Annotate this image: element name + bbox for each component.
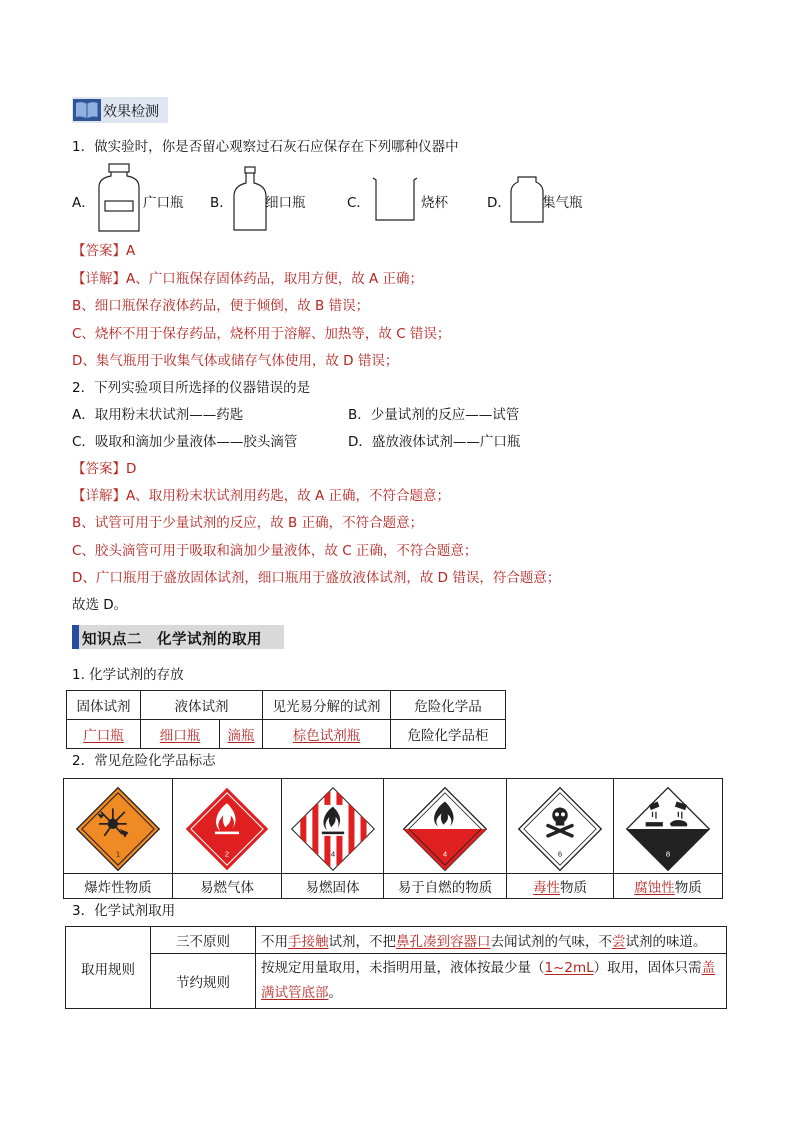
hazard-sign-cell bbox=[614, 779, 723, 874]
gas-collecting-bottle-icon bbox=[510, 176, 544, 224]
section-header-knowledge-2 bbox=[72, 625, 284, 649]
q2-detail-line-2: B、试管可用于少量试剂的反应，故 B 正确，不符合题意； bbox=[72, 515, 424, 531]
hazard-label: 易于自燃的物质 bbox=[384, 874, 507, 899]
option-c-label: 烧杯 bbox=[421, 195, 448, 211]
label-keyword: 毒性 bbox=[533, 880, 560, 896]
q1-detail-line-2: B、细口瓶保存液体药品，便于倾倒，故 B 错误； bbox=[72, 298, 370, 314]
option-d-label: 集气瓶 bbox=[542, 195, 583, 211]
sign-number: 6 bbox=[557, 849, 563, 859]
section-accent-bar bbox=[72, 625, 79, 649]
hazard-label: 易燃气体 bbox=[173, 874, 282, 899]
section-title: 知识点二 化学试剂的取用 bbox=[82, 632, 262, 648]
cell-value: 广口瓶 bbox=[83, 728, 124, 744]
table-header-cell: 液体试剂 bbox=[141, 691, 263, 720]
table-cell bbox=[220, 720, 263, 749]
rule-keyword: 手接触 bbox=[288, 934, 329, 950]
q2-option-d: D．盛放液体试剂——广口瓶 bbox=[348, 434, 521, 450]
question-1-stem: 1．做实验时，你是否留心观察过石灰石应保存在下列哪种仪器中 bbox=[72, 139, 459, 155]
hazard-sign-cell bbox=[384, 779, 507, 874]
corrosive-sign-icon bbox=[625, 786, 711, 872]
hazard-label bbox=[614, 874, 723, 899]
rule-text: 按规定用量取用，未指明用量，液体按最少量（ bbox=[261, 960, 545, 976]
detail-tag: 【详解】 bbox=[72, 488, 126, 504]
table-row bbox=[67, 720, 506, 749]
rule-keyword: 盖 bbox=[701, 960, 716, 976]
label-rest: 物质 bbox=[560, 880, 587, 896]
rule-text-cell bbox=[256, 927, 727, 954]
rule-keyword: 满试管底部 bbox=[261, 985, 329, 1001]
section-header-effect-test bbox=[72, 97, 168, 123]
table-cell bbox=[263, 720, 391, 749]
category-cell: 取用规则 bbox=[66, 927, 151, 1009]
option-a-letter: A． bbox=[72, 195, 95, 211]
rule-text: ）取用，固体只需 bbox=[593, 960, 702, 976]
toxic-sign-icon bbox=[517, 786, 603, 872]
sign-number: 4 bbox=[330, 849, 335, 859]
rule-text: 不用 bbox=[261, 934, 288, 950]
rule-name-cell: 三不原则 bbox=[151, 927, 256, 954]
sign-number: 4 bbox=[442, 849, 448, 859]
q1-detail-line-3: C、烧杯不用于保存药品，烧杯用于溶解、加热等，故 C 错误； bbox=[72, 326, 451, 342]
table-header-cell: 固体试剂 bbox=[67, 691, 141, 720]
q2-option-b: B．少量试剂的反应——试管 bbox=[348, 407, 520, 423]
cell-value: 细口瓶 bbox=[159, 728, 201, 744]
detail-text: A、广口瓶保存固体药品，取用方便，故 A 正确； bbox=[126, 271, 424, 287]
table-row bbox=[64, 874, 723, 899]
table-row bbox=[67, 691, 506, 720]
rule-text: 试剂的味道。 bbox=[625, 934, 707, 950]
answer-value: D bbox=[126, 461, 137, 477]
beaker-icon bbox=[372, 176, 418, 222]
table-header-cell: 危险化学品 bbox=[391, 691, 506, 720]
rule-keyword: 1~2mL bbox=[544, 960, 594, 976]
rule-text-cell bbox=[256, 954, 727, 1009]
option-a-label: 广口瓶 bbox=[143, 195, 184, 211]
flammable-gas-sign-icon bbox=[184, 786, 270, 872]
question-2-stem: 2．下列实验项目所选择的仪器错误的是 bbox=[72, 380, 311, 396]
q1-detail-line-1 bbox=[72, 270, 423, 288]
storage-heading: 1. 化学试剂的存放 bbox=[72, 667, 184, 683]
hazard-sign-cell bbox=[282, 779, 384, 874]
table-header-cell: 见光易分解的试剂 bbox=[263, 691, 391, 720]
cell-value: 棕色试剂瓶 bbox=[292, 728, 361, 744]
q1-answer bbox=[72, 242, 135, 260]
label-keyword: 腐蚀性 bbox=[634, 880, 675, 896]
table-row bbox=[66, 927, 727, 954]
answer-tag: 【答案】 bbox=[72, 461, 126, 477]
detail-tag: 【详解】 bbox=[72, 271, 126, 287]
q2-detail-line-4: D、广口瓶用于盛放固体试剂，细口瓶用于盛放液体试剂，故 D 错误，符合题意； bbox=[72, 570, 561, 586]
table-row bbox=[64, 779, 723, 874]
answer-tag: 【答案】 bbox=[72, 243, 126, 259]
cell-value: 滴瓶 bbox=[227, 728, 255, 744]
narrow-mouth-bottle-icon bbox=[232, 166, 268, 232]
storage-table bbox=[66, 690, 506, 749]
detail-text: A、取用粉末状试剂用药匙，故 A 正确，不符合题意； bbox=[126, 488, 451, 504]
q2-option-a: A．取用粉末状试剂——药匙 bbox=[72, 407, 244, 423]
sign-number: 8 bbox=[665, 849, 671, 859]
table-cell bbox=[67, 720, 141, 749]
option-b-label: 细口瓶 bbox=[265, 195, 306, 211]
label-rest: 物质 bbox=[674, 880, 702, 896]
hazard-label bbox=[507, 874, 614, 899]
hazard-sign-table bbox=[63, 778, 723, 899]
rule-name-cell: 节约规则 bbox=[151, 954, 256, 1009]
usage-heading: 3．化学试剂取用 bbox=[72, 903, 176, 919]
q2-answer bbox=[72, 460, 136, 478]
table-row bbox=[66, 954, 727, 1009]
table-cell bbox=[141, 720, 220, 749]
wide-mouth-bottle-icon bbox=[97, 163, 141, 233]
q2-detail-line-1 bbox=[72, 487, 450, 505]
sign-number: 2 bbox=[224, 849, 230, 859]
hazard-sign-cell bbox=[507, 779, 614, 874]
usage-rules-table bbox=[65, 926, 727, 1009]
book-icon bbox=[73, 99, 101, 121]
rule-keyword: 尝 bbox=[612, 934, 626, 950]
hazard-sign-cell bbox=[173, 779, 282, 874]
rule-text: 去闻试剂的气味，不 bbox=[490, 934, 612, 950]
section-title: 效果检测 bbox=[103, 104, 159, 120]
option-b-letter: B． bbox=[210, 195, 233, 211]
hazard-label: 爆炸性物质 bbox=[64, 874, 173, 899]
option-c-letter: C． bbox=[347, 195, 370, 211]
q1-detail-line-4: D、集气瓶用于收集气体或储存气体使用，故 D 错误； bbox=[72, 353, 399, 369]
spontaneously-combustible-sign-icon bbox=[402, 786, 488, 872]
q2-conclusion: 故选 D。 bbox=[72, 597, 128, 613]
table-cell: 危险化学品柜 bbox=[391, 720, 506, 749]
option-d-letter: D． bbox=[487, 195, 511, 211]
rule-text: 试剂，不把 bbox=[328, 934, 396, 950]
rule-text: 。 bbox=[328, 985, 342, 1001]
rule-keyword: 鼻孔凑到容器口 bbox=[396, 934, 491, 950]
answer-value: A bbox=[126, 243, 136, 259]
sign-number: 1 bbox=[115, 849, 121, 859]
hazard-heading: 2．常见危险化学品标志 bbox=[72, 753, 216, 769]
q2-option-c: C．吸取和滴加少量液体——胶头滴管 bbox=[72, 434, 298, 450]
hazard-sign-cell bbox=[64, 779, 173, 874]
q2-detail-line-3: C、胶头滴管可用于吸取和滴加少量液体，故 C 正确，不符合题意； bbox=[72, 543, 478, 559]
hazard-label: 易燃固体 bbox=[282, 874, 384, 899]
flammable-solid-sign-icon bbox=[290, 786, 376, 872]
explosive-sign-icon bbox=[75, 786, 161, 872]
